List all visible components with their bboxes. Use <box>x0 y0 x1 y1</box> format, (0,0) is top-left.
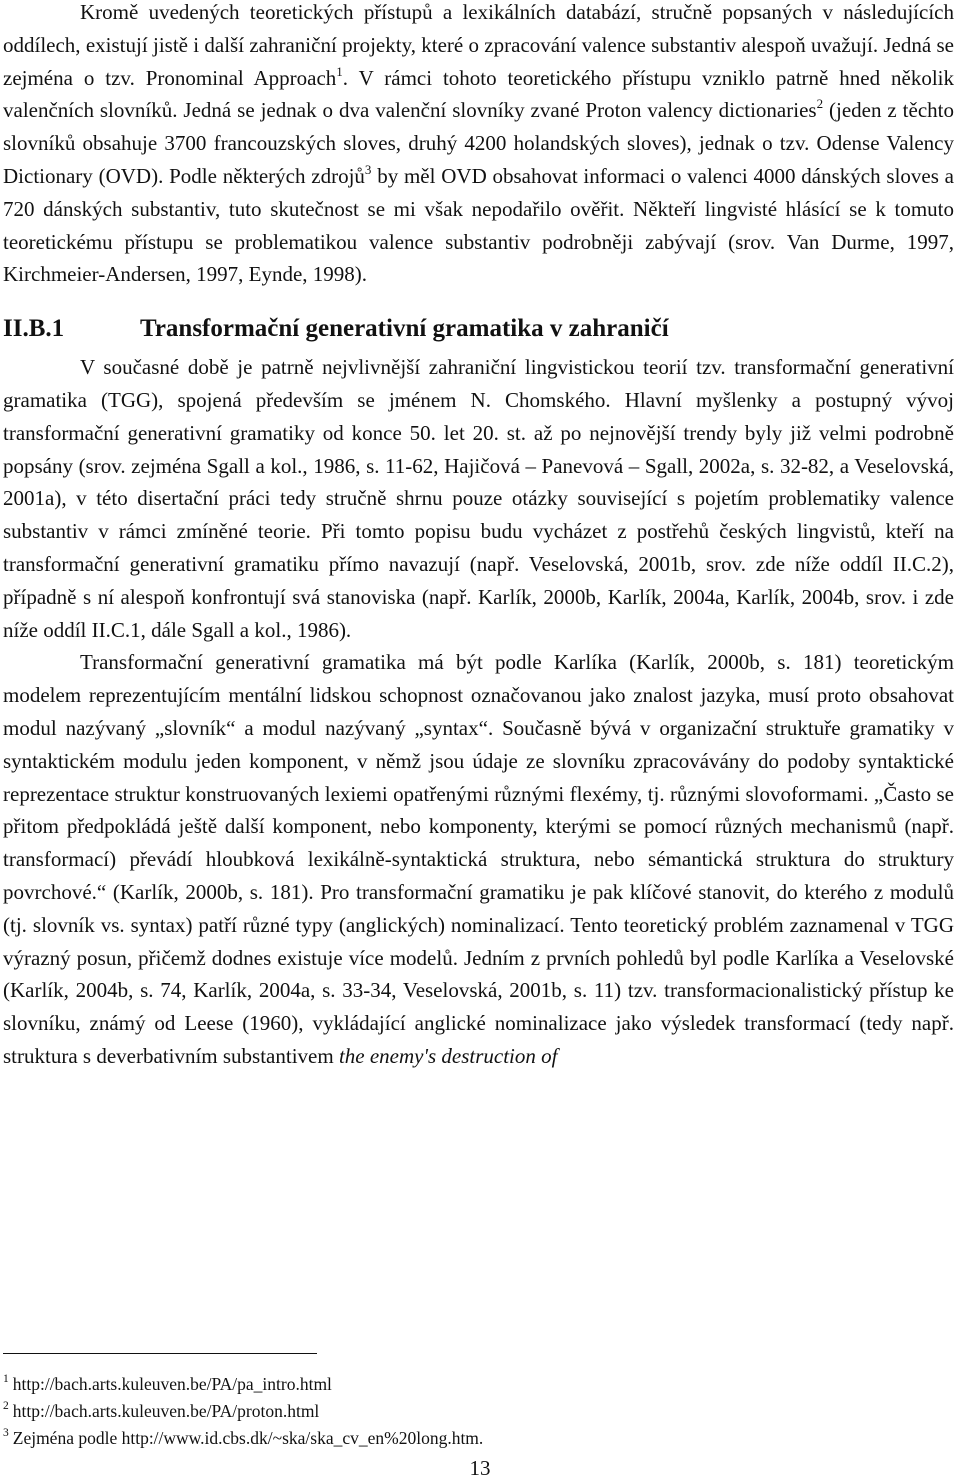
footnote-1-marker: 1 <box>3 1373 9 1385</box>
footnote-separator <box>3 1353 317 1354</box>
section-title: Transformační generativní gramatika v zahraničí <box>140 315 669 343</box>
section-number: II.B.1 <box>3 315 65 343</box>
paragraph-intro-text-3: (jeden z těchto slovníků obsahuje 3700 francouzských sloves, druhý 4200 holandských sloves), jednak o tzv. Odense Valency Dictionary (OVD). Podle některých zdrojů <box>3 98 954 188</box>
paragraph-intro-text-1: Kromě uvedených teoretických přístupů a lexikálních databází, stručně popsaných v následujících oddílech, existují jistě i další zahraniční projekty, které o zpracování valence substantiv alespoň uvažují. Jedná se zejména o tzv. Pronominal Approach <box>3 0 954 90</box>
footnote-2-link[interactable]: http://bach.arts.kuleuven.be/PA/proton.html <box>12 1401 320 1421</box>
paragraph-tgg-overview: V současné době je patrně nejvlivnější zahraniční lingvistickou teorií tzv. transformační generativní gramatika (TGG), spojená především se jménem N. Chomského. Hlavní myšlenky a postupný vývoj transformační generativní gramatiky od konce 50. let 20. st. až po nejnovější trendy byly již velmi podrobně popsány (srov. zejména Sgall a kol., 1986, s. 11-62, Hajičová – Panevová – Sgall, 2002a, s. 32-82, a Veselovská, 2001a), v této disertační práci tedy stručně shrnu pouze otázky související s pojetím problematiky valence substantiv v rámci zmíněné teorie. Při tomto popisu budu vycházet z postřehů českých lingvistů, kteří na transformační generativní gramatiku přímo navazují (např. Veselovská, 2001b, srov. zde níže oddíl II.C.2), případně s ní alespoň konfrontují svá stanoviska (např. Karlík, 2000b, Karlík, 2004a, Karlík, 2004b, srov. i zde níže oddíl II.C.1, dále Sgall a kol., 1986). <box>3 355 954 642</box>
footnote-3 <box>3 1425 943 1452</box>
footnote-2-marker: 2 <box>3 1400 9 1412</box>
paragraph-intro <box>3 0 954 291</box>
paragraph-tgg-model-text: Transformační generativní gramatika má být podle Karlíka (Karlík, 2000b, s. 181) teoretickým modelem reprezentujícím mentální lidskou schopnost označovanou jako znalost jazyka, musí proto obsahovat modul nazývaný „slovník“ a modul nazývaný „syntax“. Současně bývá v organizační struktuře gramatiky v syntaktickém modulu jeden komponent, v němž jsou údaje ze slovníku zpracovávány do podoby syntaktické reprezentace struktur konstruovaných lexiemi opatřenými různými flexémy, tj. různými slovoformami. „Často se přitom předpokládá ještě další komponent, nebo komponenty, kterými se pomocí různých mechanismů (např. transformací) převádí hloubková lexikálně-syntaktická struktura, nebo sémantická struktura do struktury povrchové.“ (Karlík, 2000b, s. 181). Pro transformační gramatiku je pak klíčové stanovit, do kterého z modulů (tj. slovník vs. syntax) patří různé typy (anglických) nominalizací. Tento teoretický problém zaznamenal v TGG výrazný posun, přičemž dodnes existuje více modelů. Jedním z prvních pohledů byl podle Karlíka a Veselovské (Karlík, 2004b, s. 74, Karlík, 2004a, s. 33-34, Veselovská, 2001b, s. 11) tzv. transformacionalistický přístup ke slovníku, známý od Leese (1960), vykládající anglické nominalizace jako výsledek transformací (tedy např. struktura s deverbativním substantivem <box>3 650 954 1068</box>
example-phrase: the enemy's destruction of <box>338 1043 558 1068</box>
footnote-3-marker: 3 <box>3 1427 9 1439</box>
paragraph-tgg-model <box>3 646 954 1072</box>
footnote-ref-1[interactable]: 1 <box>336 63 343 79</box>
footnote-3-text[interactable]: Zejména podle http://www.id.cbs.dk/~ska/ska_cv_en%20long.htm. <box>12 1428 484 1448</box>
footnote-1-link[interactable]: http://bach.arts.kuleuven.be/PA/pa_intro.html <box>12 1374 332 1394</box>
footnotes <box>3 1371 943 1452</box>
footnote-ref-3[interactable]: 3 <box>364 161 372 177</box>
footnote-1 <box>3 1371 943 1398</box>
page-number: 13 <box>469 1456 491 1480</box>
paragraph-intro-text-2: . V rámci tohoto teoretického přístupu vzniklo patrně hned několik valenčních slovníků. Jedná se jednak o dva valenční slovníky zvané Proton valency dictionaries <box>3 65 954 123</box>
footnote-2 <box>3 1398 943 1425</box>
footnote-ref-2[interactable]: 2 <box>816 96 824 112</box>
section-heading <box>3 313 954 345</box>
paragraph-intro-text-4: by měl OVD obsahovat informaci o valenci 4000 dánských sloves a 720 dánských substantiv, tuto skutečnost se mi však nepodařilo ověřit. Někteří lingvisté hlásící se k tomuto teoretickému přístupu se problematikou valence substantiv podrobněji zabývají (srov. Van Durme, 1997, Kirchmeier-Andersen, 1997, Eynde, 1998). <box>3 163 954 287</box>
